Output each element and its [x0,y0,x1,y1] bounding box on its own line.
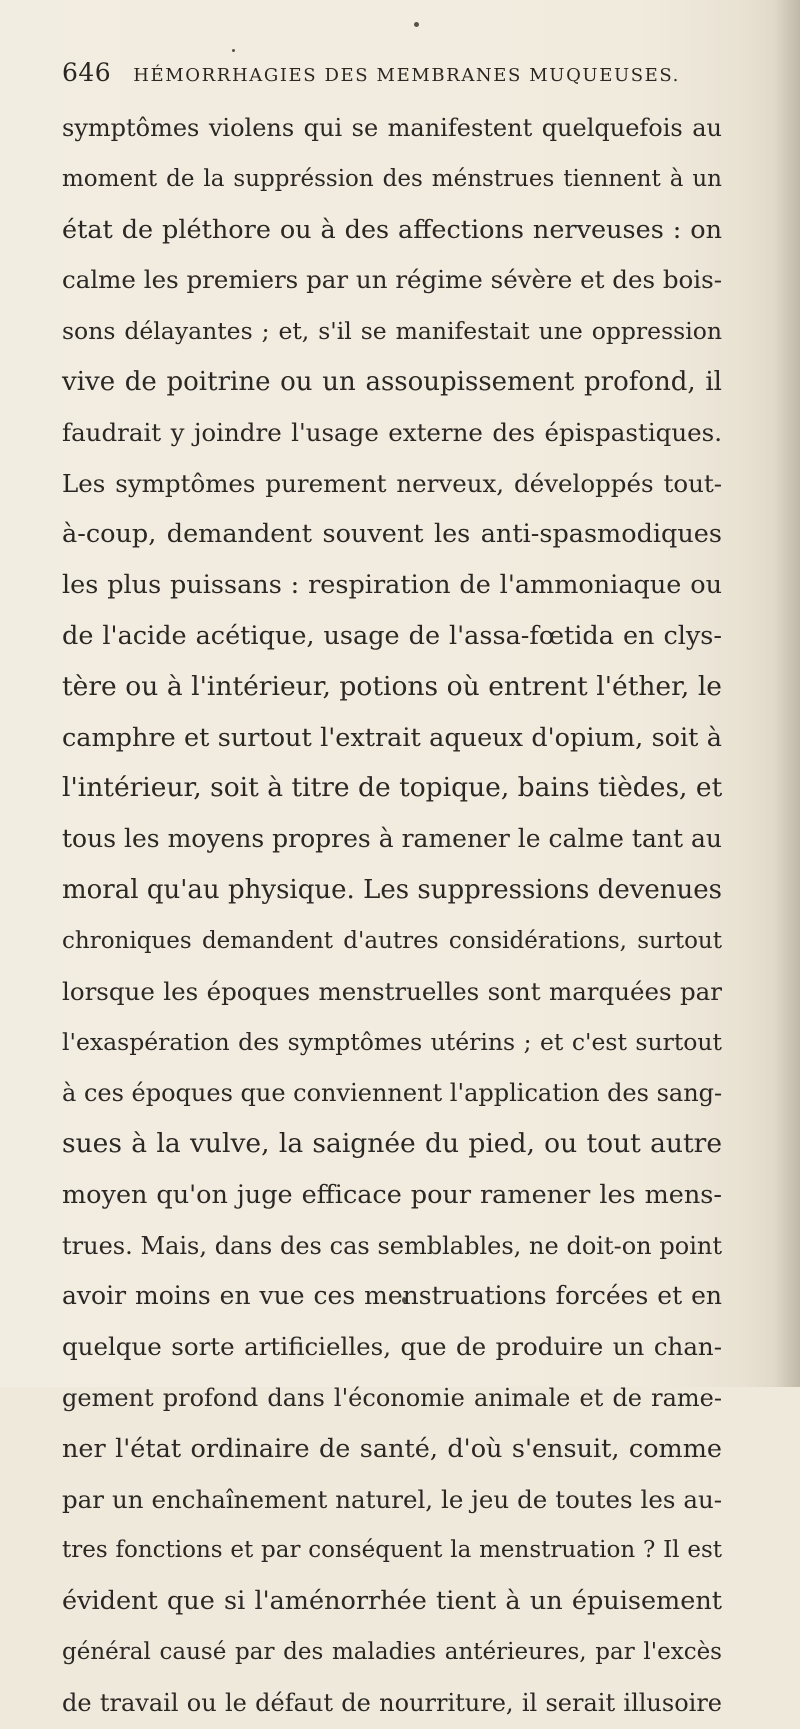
text-line: chroniques demandent d'autres considérations, surtout [62,927,722,954]
text-line: vive de poitrine ou un assoupissement profond, il [62,366,722,397]
page-number: 646 [62,58,112,87]
text-line: Les symptômes purement nerveux, développés tout- [62,468,722,498]
text-line: trues. Mais, dans des cas semblables, ne doit-on point [62,1231,722,1260]
text-line: l'exaspération des symptômes utérins ; et c'est surtout [62,1028,722,1057]
text-line: tres fonctions et par conséquent la menstruation ? Il est [62,1537,722,1564]
text-line: à-coup, demandent souvent les anti-spasmodiques [62,519,722,550]
running-title: HÉMORRHAGIES DES MEMBRANES MUQUEUSES. [133,65,680,86]
text-line: de l'acide acétique, usage de l'assa-fœtida en clys- [62,620,722,651]
text-line: calme les premiers par un régime sévère et des bois- [62,265,722,295]
text-line: évident que si l'aménorrhée tient à un épuisement [62,1586,722,1617]
text-line: l'intérieur, soit à titre de topique, bains tièdes, et [62,772,723,804]
text-line: tère ou à l'intérieur, potions où entrent l'éther, le [62,670,722,702]
text-line: de travail ou le défaut de nourriture, il serait illusoire [62,1688,722,1717]
text-line: camphre et surtout l'extrait aqueux d'opium, soit à [62,722,722,753]
text-line: par un enchaînement naturel, le jeu de toutes les au- [62,1484,722,1514]
text-line: à ces époques que conviennent l'application des sang- [62,1079,723,1108]
page-edge-shadow [774,0,800,1387]
text-line: symptômes violens qui se manifestent quelquefois au [62,114,722,142]
ink-speck [414,22,419,27]
ink-speck [232,49,235,52]
text-line: ner l'état ordinaire de santé, d'où s'ensuit, comme [62,1433,722,1464]
body-text [62,103,722,1729]
text-line: les plus puissans : respiration de l'ammoniaque ou [62,570,722,601]
text-line: moral qu'au physique. Les suppressions devenues [62,874,722,905]
text-line: gement profond dans l'économie animale et de rame- [62,1383,722,1412]
running-head [62,58,702,98]
text-line: sues à la vulve, la saignée du pied, ou tout autre [62,1127,722,1159]
text-line: sons délayantes ; et, s'il se manifestait une oppression [62,317,722,346]
text-line: tous les moyens propres à ramener le calme tant au [62,824,722,854]
text-line: moment de la suppréssion des ménstrues tiennent à un [62,165,722,192]
text-line: lorsque les époques menstruelles sont marquées par [62,976,722,1006]
text-line: général causé par des maladies antérieures, par l'excès [62,1638,722,1665]
text-line: avoir moins en vue ces menstruations forcées et en [62,1281,722,1311]
text-line: faudrait y joindre l'usage externe des épispastiques. [62,417,722,447]
text-line: moyen qu'on juge efficace pour ramener les mens- [62,1179,722,1210]
text-line: état de pléthore ou à des affections nerveuses : on [62,214,722,245]
text-line: quelque sorte artificielles, que de produire un chan- [62,1332,722,1362]
